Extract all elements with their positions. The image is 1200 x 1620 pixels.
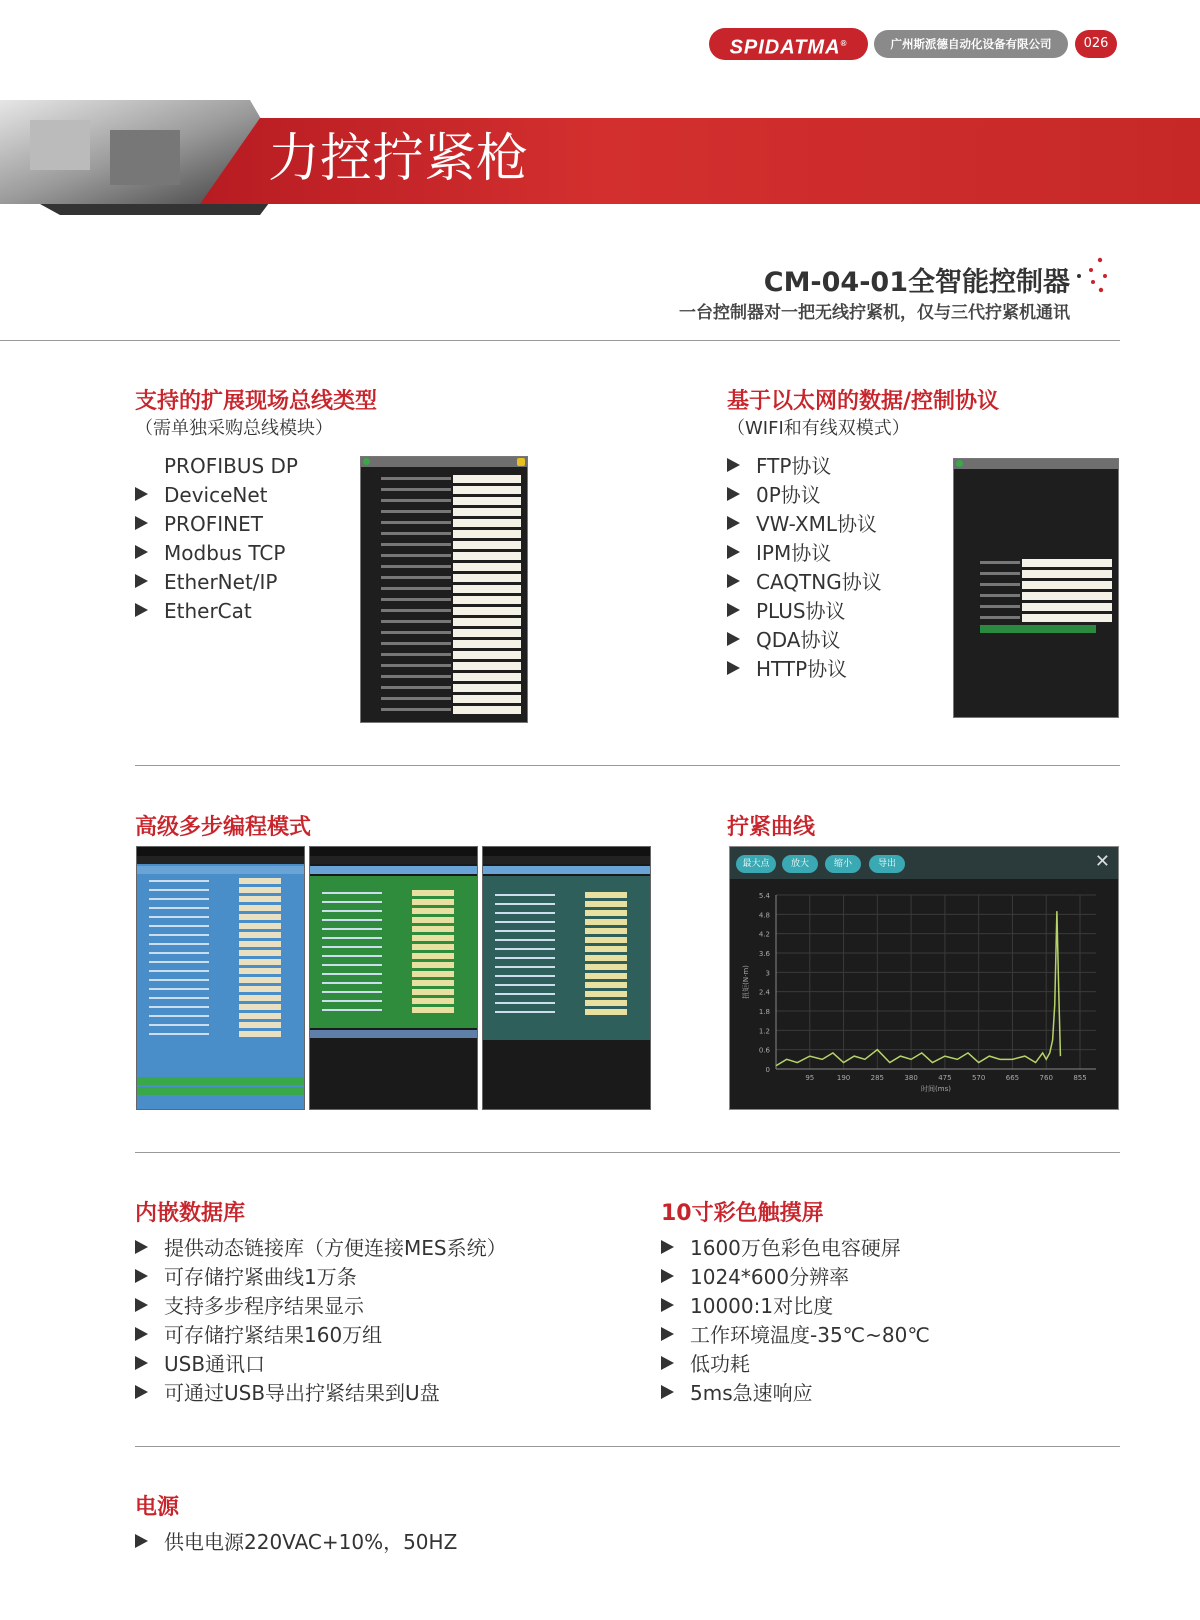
list-item: CAQTNG协议 <box>727 568 882 597</box>
product-title: CM-04-01全智能控制器 <box>763 267 1070 298</box>
screen-form-row <box>361 528 521 539</box>
screen-form-row <box>361 539 521 550</box>
screen-form-row <box>483 899 650 908</box>
list-item: EtherNet/IP <box>135 568 298 597</box>
export-button[interactable]: 导出 <box>869 855 905 873</box>
screen-form-row <box>361 572 521 583</box>
screen-form-row <box>361 594 521 605</box>
screen-form-row <box>137 1011 304 1020</box>
screen-form-row <box>310 906 477 915</box>
screen-form-row <box>310 996 477 1005</box>
screen-form-row <box>137 1002 304 1011</box>
list-item: 可通过USB导出拧紧结果到U盘 <box>135 1379 507 1408</box>
screen-form-row <box>361 550 521 561</box>
zoom-out-button[interactable]: 缩小 <box>825 855 861 873</box>
bullet-icon <box>727 516 740 530</box>
list-item: 10000:1对比度 <box>661 1292 930 1321</box>
banner-title: 力控拧紧枪 <box>268 129 529 189</box>
list-item: 1600万色彩色电容硬屏 <box>661 1234 930 1263</box>
bullet-icon <box>727 632 740 646</box>
bullet-icon <box>135 574 148 588</box>
screen-form-row <box>310 978 477 987</box>
list-item: 1024*600分辨率 <box>661 1263 930 1292</box>
database-title: 内嵌数据库 <box>135 1201 246 1226</box>
screen-form-row <box>310 915 477 924</box>
bullet-icon <box>661 1240 674 1254</box>
x-tick-label: 665 <box>1005 1074 1020 1082</box>
screen-form-row <box>137 912 304 921</box>
screen-form-row <box>137 930 304 939</box>
screen-form-row <box>137 1020 304 1029</box>
database-list <box>135 1234 507 1408</box>
list-item: Modbus TCP <box>135 539 298 568</box>
screen-form-row <box>483 971 650 980</box>
bullet-icon <box>135 458 148 472</box>
screen-form-row <box>310 987 477 996</box>
screen-form-row <box>483 908 650 917</box>
bullet-icon <box>135 1534 148 1548</box>
screen-form-row <box>361 682 521 693</box>
screen-form-row <box>137 993 304 1002</box>
touchscreen-title: 10寸彩色触摸屏 <box>661 1201 824 1226</box>
list-item: 5ms急速响应 <box>661 1379 930 1408</box>
brand-logo <box>709 28 868 60</box>
program-screen-teal <box>482 846 651 1110</box>
list-item: VW-XML协议 <box>727 510 882 539</box>
ethernet-title: 基于以太网的数据/控制协议 <box>727 389 1000 414</box>
screen-form-row <box>137 894 304 903</box>
curve-screen <box>729 846 1119 1110</box>
screen-form-row <box>361 616 521 627</box>
screen-form-row <box>310 969 477 978</box>
product-subtitle: 一台控制器对一把无线拧紧机，仅与三代拧紧机通讯 <box>679 303 1070 323</box>
network-settings-screenshot <box>953 458 1119 718</box>
screen-form-row <box>361 495 521 506</box>
company-name: 广州斯派德自动化设备有限公司 <box>874 30 1068 58</box>
bullet-icon <box>727 603 740 617</box>
bullet-icon <box>727 487 740 501</box>
screen-form-row <box>361 561 521 572</box>
x-tick-label: 95 <box>805 1074 815 1082</box>
divider-2 <box>135 765 1120 766</box>
screen-form-row <box>137 903 304 912</box>
x-tick-label: 380 <box>904 1074 918 1082</box>
list-item: EtherCat <box>135 597 298 626</box>
screen-form-row <box>954 590 1112 601</box>
screen-form-row <box>483 962 650 971</box>
ethernet-list <box>727 452 882 684</box>
list-item: USB通讯口 <box>135 1350 507 1379</box>
screen-form-row <box>137 975 304 984</box>
divider-4 <box>135 1446 1120 1447</box>
x-axis-label: 时间(ms) <box>921 1085 951 1093</box>
y-tick-label: 0.6 <box>758 1046 770 1055</box>
list-item: 可存储拧紧结果160万组 <box>135 1321 507 1350</box>
screen-form-row <box>483 998 650 1007</box>
y-tick-label: 1.2 <box>758 1027 770 1036</box>
screen-form-row <box>137 876 304 885</box>
screen-form-row <box>361 638 521 649</box>
screen-form-row <box>310 942 477 951</box>
fieldbus-list <box>135 452 298 626</box>
x-tick-label: 475 <box>938 1074 952 1082</box>
screen-form-row <box>483 917 650 926</box>
screen-form-row <box>361 517 521 528</box>
bullet-icon <box>135 545 148 559</box>
bullet-icon <box>727 545 740 559</box>
list-item: 支持多步程序结果显示 <box>135 1292 507 1321</box>
page-number: 026 <box>1075 30 1117 58</box>
list-item: PLUS协议 <box>727 597 882 626</box>
bullet-icon <box>135 1385 148 1399</box>
fieldbus-title: 支持的扩展现场总线类型 <box>135 389 378 414</box>
y-tick-label: 2.4 <box>758 988 770 997</box>
screen-form-row <box>361 660 521 671</box>
screen-form-row <box>361 473 521 484</box>
screen-form-row <box>137 939 304 948</box>
bullet-icon <box>135 603 148 617</box>
screen-form-row <box>310 960 477 969</box>
screen-form-row <box>361 484 521 495</box>
y-tick-label: 1.8 <box>758 1008 770 1016</box>
list-item: 提供动态链接库（方便连接MES系统） <box>135 1234 507 1263</box>
program-screen-green <box>309 846 478 1110</box>
x-tick-label: 570 <box>971 1074 986 1082</box>
bullet-icon <box>661 1327 674 1341</box>
screen-form-row <box>483 989 650 998</box>
bullet-icon <box>661 1385 674 1399</box>
screen-form-row <box>483 944 650 953</box>
screen-form-row <box>483 953 650 962</box>
divider-1 <box>0 340 1120 341</box>
zoom-in-button[interactable]: 放大 <box>782 855 818 873</box>
screen-form-row <box>310 951 477 960</box>
bullet-icon <box>135 1240 148 1254</box>
x-tick-label: 285 <box>870 1074 885 1082</box>
programming-title: 高级多步编程模式 <box>135 815 312 840</box>
ethernet-subtitle: （WIFI和有线双模式） <box>727 418 910 439</box>
screen-form-row <box>137 948 304 957</box>
power-title: 电源 <box>135 1495 180 1520</box>
fieldbus-settings-screenshot <box>360 456 528 723</box>
list-item: 可存储拧紧曲线1万条 <box>135 1263 507 1292</box>
fieldbus-subtitle: （需单独采购总线模块） <box>135 418 333 439</box>
bullet-icon <box>135 1269 148 1283</box>
list-item: 供电电源220VAC+10%，50HZ <box>135 1528 457 1557</box>
screen-form-row <box>310 933 477 942</box>
screen-form-row <box>310 888 477 897</box>
y-tick-label: 0 <box>765 1066 770 1074</box>
max-point-button[interactable]: 最大点 <box>736 855 776 873</box>
screen-form-row <box>137 921 304 930</box>
series-line-torque <box>776 911 1060 1066</box>
screen-form-row <box>483 890 650 899</box>
screen-form-row <box>954 612 1112 623</box>
screen-form-row <box>361 693 521 704</box>
bullet-icon <box>135 487 148 501</box>
x-tick-label: 855 <box>1073 1074 1087 1082</box>
screen-form-row <box>137 966 304 975</box>
screen-form-row <box>954 579 1112 590</box>
screen-form-row <box>954 557 1112 568</box>
screen-form-row <box>310 924 477 933</box>
brand-registered: ® <box>840 39 848 48</box>
bullet-icon <box>727 458 740 472</box>
x-tick-label: 190 <box>836 1074 851 1082</box>
screen-form-row <box>954 601 1112 612</box>
screen-form-row <box>310 897 477 906</box>
y-tick-label: 4.8 <box>758 911 770 920</box>
bullet-icon <box>661 1269 674 1283</box>
screen-form-row <box>483 1007 650 1016</box>
touchscreen-list <box>661 1234 930 1408</box>
y-tick-label: 3.6 <box>758 950 770 958</box>
screen-form-row <box>137 1029 304 1038</box>
list-item: 0P协议 <box>727 481 882 510</box>
screen-form-row <box>361 671 521 682</box>
bullet-icon <box>661 1356 674 1370</box>
close-icon[interactable]: ✕ <box>1094 851 1110 872</box>
bullet-icon <box>135 1298 148 1312</box>
screen-form-row <box>361 704 521 715</box>
screen-form-row <box>137 885 304 894</box>
screen-form-row <box>361 506 521 517</box>
list-item: QDA协议 <box>727 626 882 655</box>
list-item: PROFINET <box>135 510 298 539</box>
divider-3 <box>135 1152 1120 1153</box>
y-axis-label: 扭矩(N·m) <box>742 965 750 999</box>
y-tick-label: 3 <box>765 969 770 978</box>
screen-form-row <box>361 627 521 638</box>
screen-form-row <box>954 568 1112 579</box>
screen-form-row <box>310 1005 477 1014</box>
screen-form-row <box>361 649 521 660</box>
curve-title: 拧紧曲线 <box>727 815 816 840</box>
list-item: FTP协议 <box>727 452 882 481</box>
y-tick-label: 5.4 <box>758 892 770 900</box>
bullet-icon <box>727 661 740 675</box>
screen-form-row <box>483 926 650 935</box>
list-item: DeviceNet <box>135 481 298 510</box>
x-tick-label: 760 <box>1039 1074 1053 1082</box>
dots-icon <box>1075 256 1115 296</box>
list-item: HTTP协议 <box>727 655 882 684</box>
list-item: IPM协议 <box>727 539 882 568</box>
bullet-icon <box>661 1298 674 1312</box>
bullet-icon <box>135 1327 148 1341</box>
screen-form-row <box>483 980 650 989</box>
y-tick-label: 4.2 <box>758 930 770 939</box>
torque-chart <box>730 879 1118 1109</box>
screen-form-row <box>361 605 521 616</box>
brand-name: SPIDATMA <box>729 36 841 59</box>
screen-form-row <box>137 957 304 966</box>
screen-form-row <box>483 935 650 944</box>
list-item: 工作环境温度-35℃~80℃ <box>661 1321 930 1350</box>
list-item: PROFIBUS DP <box>135 452 298 481</box>
bullet-icon <box>135 516 148 530</box>
list-item: 低功耗 <box>661 1350 930 1379</box>
bullet-icon <box>135 1356 148 1370</box>
screen-form-row <box>361 583 521 594</box>
bullet-icon <box>727 574 740 588</box>
screen-form-row <box>137 984 304 993</box>
program-screen-blue <box>136 846 305 1110</box>
power-list <box>135 1528 457 1557</box>
